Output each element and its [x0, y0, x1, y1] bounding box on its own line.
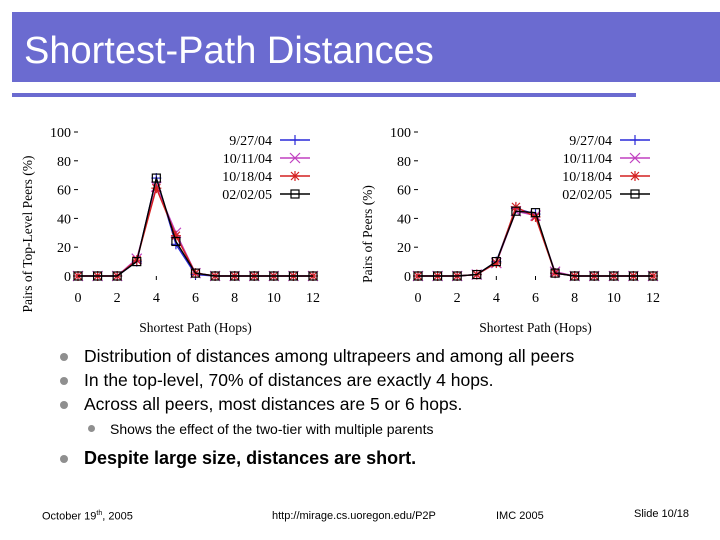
y-axis-label: Pairs of Peers (%)	[360, 185, 375, 283]
footer-date-year: , 2005	[102, 510, 133, 523]
bullet-item	[60, 344, 700, 368]
legend-label: 10/11/04	[222, 152, 272, 167]
series-line	[78, 188, 313, 276]
y-tick-label: 100	[50, 126, 71, 141]
x-tick-label: 4	[492, 291, 500, 306]
y-tick-label: 0	[404, 270, 411, 285]
bullet-dot-icon	[60, 455, 68, 463]
bullet-text: Distribution of distances among ultrapeers and among all peers	[84, 346, 575, 366]
legend-label: 10/18/04	[562, 170, 612, 185]
series-line	[78, 187, 313, 276]
x-axis-label: Shortest Path (Hops)	[139, 320, 252, 335]
y-tick-label: 40	[397, 212, 411, 228]
x-tick-label: 0	[414, 291, 422, 306]
legend-label: 9/27/04	[569, 134, 612, 149]
x-tick-label: 12	[646, 291, 660, 306]
footer-conference: IMC 2005	[496, 510, 544, 522]
x-tick-label: 2	[113, 291, 121, 306]
bullet-text: In the top-level, 70% of distances are exactly 4 hops.	[84, 370, 494, 390]
bullet-dot-icon	[88, 425, 95, 432]
sub-bullet-text: Shows the effect of the two-tier with multiple parents	[110, 421, 434, 437]
legend-label: 02/02/05	[562, 188, 612, 203]
bullet-text: Across all peers, most distances are 5 or 6 hops.	[84, 394, 463, 414]
series-line	[78, 178, 313, 276]
bullet-dot-icon	[60, 377, 68, 385]
bullet-dot-icon	[60, 401, 68, 409]
footer-url: http://mirage.cs.uoregon.edu/P2P	[272, 510, 436, 522]
footer-date-main: October 19	[42, 510, 97, 523]
x-tick-label: 4	[152, 291, 160, 306]
y-tick-label: 20	[57, 241, 71, 257]
bullet-item	[60, 392, 700, 416]
legend-marker	[290, 135, 300, 145]
sub-bullet-item	[60, 418, 700, 440]
slide-title: Shortest-Path Distances	[24, 30, 434, 72]
bullet-dot-icon	[60, 353, 68, 361]
x-tick-label: 8	[231, 291, 239, 306]
legend-label: 02/02/05	[222, 188, 272, 203]
x-tick-label: 12	[306, 291, 320, 306]
series-line	[78, 178, 313, 276]
legend-marker	[630, 135, 640, 145]
legend-label: 10/11/04	[562, 152, 612, 167]
chart-svg	[18, 108, 358, 338]
y-tick-label: 0	[64, 270, 71, 285]
footer-date-sup: th	[96, 510, 103, 517]
x-tick-label: 10	[266, 291, 281, 306]
x-tick-label: 0	[74, 291, 82, 306]
legend-label: 10/18/04	[222, 170, 272, 185]
title-underline	[12, 93, 636, 97]
y-tick-label: 60	[57, 183, 71, 199]
bullet-item	[60, 446, 700, 470]
top-level-distance-chart	[18, 108, 358, 338]
legend-marker	[630, 171, 640, 181]
x-tick-label: 2	[453, 291, 461, 306]
y-axis-label: Pairs of Top-Level Peers (%)	[20, 155, 35, 313]
x-tick-label: 6	[532, 291, 539, 306]
x-tick-label: 6	[192, 291, 199, 306]
legend-label: 9/27/04	[229, 134, 272, 149]
y-tick-label: 100	[390, 126, 411, 141]
all-peers-distance-chart	[358, 108, 698, 338]
y-tick-label: 60	[397, 183, 411, 199]
legend-marker	[290, 171, 300, 181]
x-tick-label: 10	[606, 291, 621, 306]
bullet-item	[60, 368, 700, 392]
y-tick-label: 80	[397, 154, 411, 170]
footer-date	[42, 510, 133, 523]
y-tick-label: 80	[57, 154, 71, 170]
bullet-list	[60, 344, 700, 470]
y-tick-label: 20	[397, 241, 411, 257]
y-tick-label: 40	[57, 212, 71, 228]
chart-svg	[358, 108, 698, 338]
footer-slide-number: Slide 10/18	[634, 508, 690, 520]
conclusion-text: Despite large size, distances are short.	[84, 448, 417, 468]
x-axis-label: Shortest Path (Hops)	[479, 320, 592, 335]
x-tick-label: 8	[571, 291, 579, 306]
